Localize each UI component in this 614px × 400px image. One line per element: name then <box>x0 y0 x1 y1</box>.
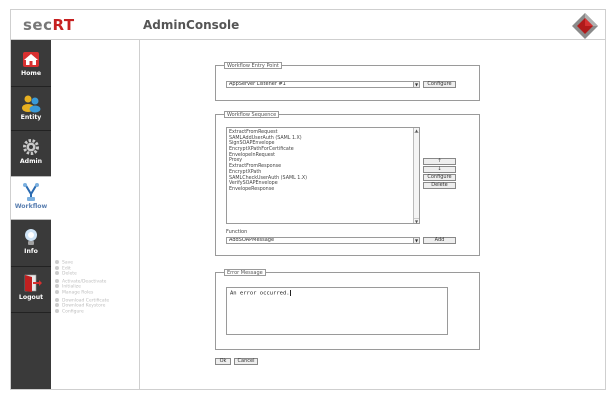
main-content <box>140 40 606 390</box>
nav-item-workflow[interactable] <box>11 176 51 220</box>
nav-label: Entity <box>20 114 42 121</box>
context-action-configure[interactable]: Configure <box>55 309 109 315</box>
admin-console-window <box>10 9 606 390</box>
add-function-button[interactable]: Add <box>423 237 456 244</box>
nav-label: Logout <box>18 294 44 301</box>
error-message-text: An error occurred. <box>230 290 290 297</box>
cube-logo-icon <box>571 12 599 40</box>
list-item[interactable]: Proxy <box>229 158 243 164</box>
nav-item-logout[interactable] <box>11 268 51 310</box>
nav-label: Info <box>24 248 38 255</box>
panel-legend: Error Message <box>224 269 266 276</box>
scroll-up-icon[interactable]: ▲ <box>414 128 419 133</box>
bullet-icon <box>55 260 59 264</box>
bullet-icon <box>55 309 59 313</box>
workflow-entry-point-panel <box>215 65 480 101</box>
bullet-icon <box>55 266 59 270</box>
bullet-icon <box>55 290 59 294</box>
list-item[interactable]: SAMLAddUserAuth (SAML 1.X) <box>229 135 302 141</box>
context-actions-list <box>55 260 109 314</box>
list-item[interactable]: ExtractFromRequest <box>229 130 278 135</box>
function-label: Function <box>226 229 248 235</box>
gear-icon <box>20 137 42 157</box>
move-down-button[interactable]: ↓ <box>423 166 456 173</box>
workflow-sequence-panel <box>215 114 480 256</box>
function-select[interactable] <box>226 237 420 244</box>
header <box>11 10 606 40</box>
main-nav <box>11 40 51 390</box>
lightbulb-icon <box>20 227 42 247</box>
bullet-icon <box>55 271 59 275</box>
error-message-field[interactable] <box>226 287 448 335</box>
nav-item-entity[interactable] <box>11 88 51 130</box>
list-item[interactable]: VerifySOAPEnvelope <box>229 181 278 187</box>
secrt-logo <box>23 16 75 34</box>
cancel-button[interactable]: Cancel <box>234 358 258 365</box>
list-item[interactable]: EnvelopeResponse <box>229 186 275 192</box>
list-scrollbar[interactable] <box>413 128 419 223</box>
nav-label: Admin <box>19 158 43 165</box>
logo-prefix: sec <box>23 16 53 34</box>
page-title: AdminConsole <box>143 18 240 32</box>
list-item[interactable]: EncryptXPath <box>229 169 262 175</box>
nav-item-admin[interactable] <box>11 132 51 174</box>
nav-item-home[interactable] <box>11 44 51 86</box>
move-up-button[interactable]: ↑ <box>423 158 456 165</box>
nav-label: Workflow <box>14 203 48 210</box>
step-configure-button[interactable]: Configure <box>423 174 456 181</box>
sequence-steps-list[interactable] <box>226 127 420 224</box>
error-message-panel <box>215 272 480 350</box>
list-item[interactable]: EnvelopeInRequest <box>229 152 276 158</box>
workflow-icon <box>20 182 42 202</box>
context-action-activate[interactable]: Activate/Deactivate <box>55 279 109 285</box>
context-action-initialize[interactable]: Initialize <box>55 284 109 290</box>
bullet-icon <box>55 298 59 302</box>
nav-item-info[interactable] <box>11 222 51 264</box>
nav-label: Home <box>20 70 42 77</box>
context-action-edit[interactable]: Edit <box>55 266 109 272</box>
list-item[interactable]: SAMLCheckUserAuth (SAML 1.X) <box>229 175 308 181</box>
context-actions-panel <box>51 40 140 390</box>
bullet-icon <box>55 303 59 307</box>
list-item[interactable]: SignSOAPEnvelope <box>229 141 275 147</box>
function-value: AddSOAPMessage <box>229 237 275 243</box>
home-icon <box>20 49 42 69</box>
panel-legend: Workflow Sequence <box>224 111 279 118</box>
bullet-icon <box>55 279 59 283</box>
users-icon <box>20 93 42 113</box>
context-action-manage-roles[interactable]: Manage Roles <box>55 290 109 296</box>
context-action-download-keystore[interactable]: Download Keystore <box>55 303 109 309</box>
entry-point-configure-button[interactable]: Configure <box>423 81 456 88</box>
logo-suffix: RT <box>52 16 75 34</box>
entry-point-value: AppServer Listener #1 <box>229 81 286 87</box>
list-item[interactable]: ExtractFromResponse <box>229 164 282 170</box>
panel-legend: Workflow Entry Point <box>224 62 282 69</box>
bullet-icon <box>55 284 59 288</box>
step-delete-button[interactable]: Delete <box>423 182 456 189</box>
scroll-down-icon[interactable]: ▼ <box>414 219 419 224</box>
list-item[interactable]: EncryptXPathForCertificate <box>229 147 294 153</box>
logout-icon <box>20 273 42 293</box>
context-action-download-certificate[interactable]: Download Certificate <box>55 298 109 304</box>
context-action-save[interactable]: Save <box>55 260 109 266</box>
entry-point-select[interactable] <box>226 81 420 88</box>
chevron-down-icon: ▼ <box>414 238 419 243</box>
context-action-delete[interactable]: Delete <box>55 271 109 277</box>
ok-button[interactable]: Ok <box>215 358 231 365</box>
chevron-down-icon: ▼ <box>414 82 419 87</box>
text-caret <box>290 290 291 296</box>
sequence-steps <box>229 130 307 193</box>
